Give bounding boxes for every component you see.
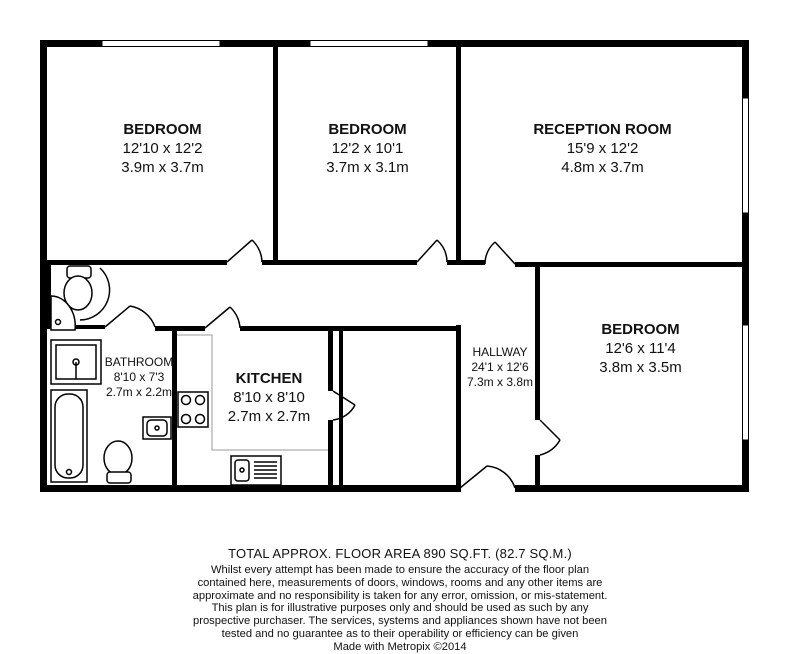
basin-wall [143,417,171,439]
hob [178,392,208,427]
room-label-hallway [462,345,538,390]
room-label-bedroom1 [100,120,225,177]
room-imperial: 15'9 x 12'2 [566,140,639,157]
window-bedroom2 [310,40,428,47]
door-bedroom2 [417,240,447,262]
door-bathroom [105,306,155,327]
room-name: RECEPTION ROOM [533,121,672,138]
room-metric: 2.7m x 2.2m [105,385,173,399]
sink [231,456,281,485]
room-imperial: 12'10 x 12'2 [122,140,203,157]
window-bedroom1 [102,40,220,47]
room-name: BEDROOM [328,121,407,138]
room-imperial: 12'2 x 10'1 [331,140,404,157]
room-name: HALLWAY [472,345,528,359]
room-name: BEDROOM [601,321,680,338]
door-bedroom3 [540,420,560,455]
door-reception [485,242,515,264]
door-bedroom1 [227,240,262,262]
wall-bottom-left [40,485,460,492]
room-metric: 7.3m x 3.8m [466,375,534,389]
room-metric: 2.7m x 2.7m [227,408,311,425]
room-name: BEDROOM [123,121,202,138]
room-label-bedroom2 [305,120,430,177]
wall-left [40,40,47,492]
room-imperial: 24'1 x 12'6 [471,360,529,374]
room-metric: 4.8m x 3.7m [561,159,644,176]
wall-bottom-right [515,485,749,492]
credit-text: Made with Metropix ©2014 [333,640,467,653]
floor-plan-footer [190,546,610,654]
room-label-kitchen [214,369,324,426]
room-imperial: 8'10 x 7'3 [113,370,165,384]
windows [102,40,749,440]
room-imperial: 8'10 x 8'10 [233,389,305,406]
total-floor-area: TOTAL APPROX. FLOOR AREA 890 SQ.FT. (82.7 SQ.M.) [228,546,572,561]
door-cupboard [333,391,355,420]
room-name: KITCHEN [235,370,303,387]
room-metric: 3.8m x 3.5m [599,359,682,376]
room-label-reception [515,120,690,177]
room-name: BATHROOM [104,355,174,369]
bathtub [51,390,87,482]
room-metric: 3.9m x 3.7m [121,159,204,176]
window-bedroom3 [742,325,749,440]
window-reception [742,98,749,213]
shower-tray [51,340,101,384]
room-label-bedroom3 [578,320,703,377]
door-kitchen [205,307,240,328]
toilet-top [64,266,92,310]
room-imperial: 12'6 x 11'4 [605,340,676,357]
room-metric: 3.7m x 3.1m [326,159,409,176]
toilet-bottom [104,441,132,483]
room-label-bathroom [104,355,174,400]
disclaimer-text: Whilst every attempt has been made to ensure the accuracy of the floor plan contained here, measurements of doors, windows, rooms and any other items are approximate and no responsibility is taken for any error, omission, or mis-statement. This plan is for illustrative purposes only and should be used as such by any prospective purchaser. The services, systems and appliances shown have not been tested and no guarantee as to their operability or efficiency can be given [192,564,608,640]
door-front [460,466,515,488]
